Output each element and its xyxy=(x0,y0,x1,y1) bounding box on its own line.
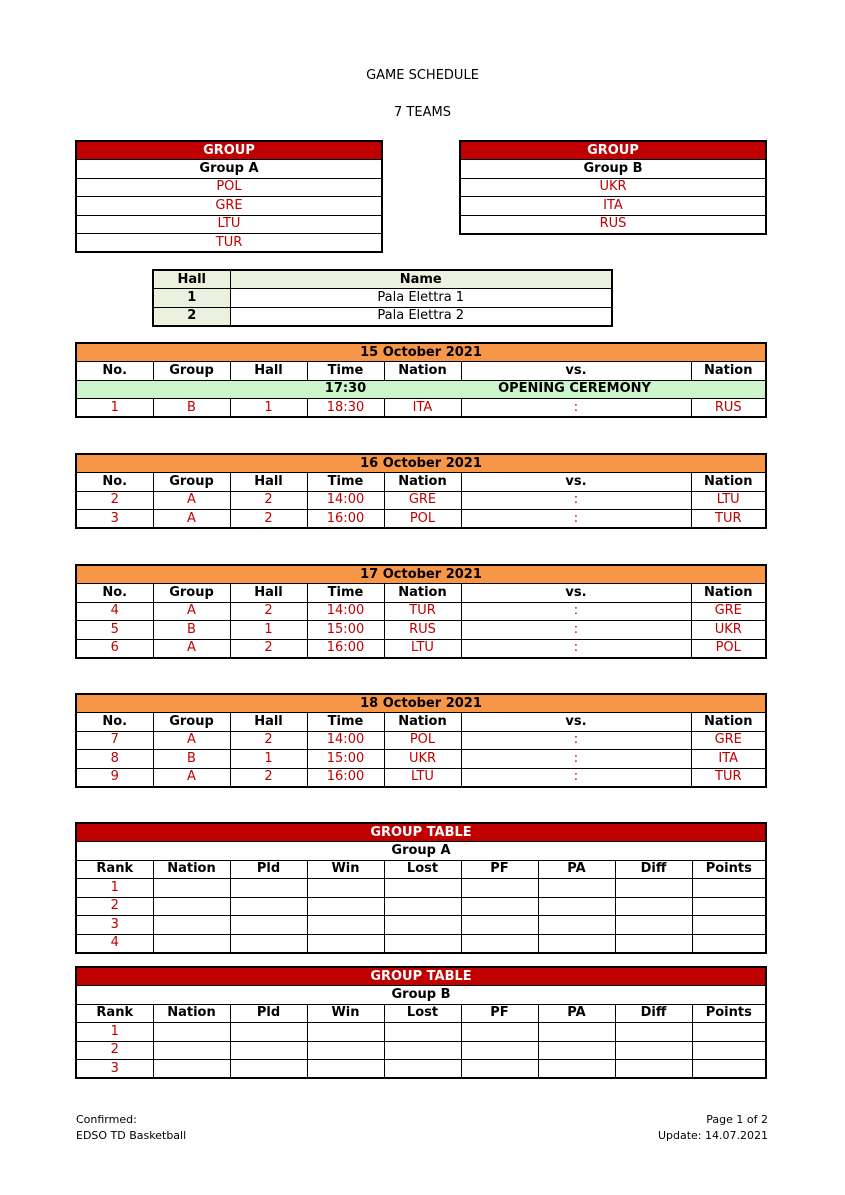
game-away: LTU xyxy=(691,491,766,510)
standings-group: Group A xyxy=(76,842,766,861)
game-hall: 2 xyxy=(230,639,307,658)
game-time: 16:00 xyxy=(307,768,384,787)
schedule-date: 18 October 2021 xyxy=(76,694,766,713)
hall-name: Pala Elettra 2 xyxy=(230,307,612,326)
schedule-date: 15 October 2021 xyxy=(76,343,766,362)
game-no: 3 xyxy=(76,510,153,529)
game-no: 2 xyxy=(76,491,153,510)
col-header: PF xyxy=(461,860,538,879)
game-score: : xyxy=(461,731,691,750)
footer-left xyxy=(76,1112,186,1144)
standings-group: Group B xyxy=(76,986,766,1005)
col-header: Nation xyxy=(384,362,461,381)
game-away: RUS xyxy=(691,399,766,418)
col-header: Group xyxy=(153,362,230,381)
game-away: POL xyxy=(691,639,766,658)
col-header: Pld xyxy=(230,1004,307,1023)
game-group: A xyxy=(153,602,230,621)
game-time: 16:00 xyxy=(307,639,384,658)
ceremony-blank xyxy=(76,380,307,399)
group-name: Group B xyxy=(460,160,766,179)
group-team: LTU xyxy=(76,215,382,234)
col-header: No. xyxy=(76,362,153,381)
col-header: Win xyxy=(307,860,384,879)
game-no: 1 xyxy=(76,399,153,418)
game-hall: 2 xyxy=(230,602,307,621)
game-score: : xyxy=(461,602,691,621)
schedule-date: 17 October 2021 xyxy=(76,565,766,584)
ceremony-time: 17:30 xyxy=(307,380,384,399)
game-hall: 2 xyxy=(230,491,307,510)
standings-rank: 2 xyxy=(76,897,153,916)
game-away: ITA xyxy=(691,750,766,769)
game-time: 18:30 xyxy=(307,399,384,418)
game-group: A xyxy=(153,768,230,787)
standings-rank: 3 xyxy=(76,916,153,935)
hall-number: 2 xyxy=(153,307,230,326)
game-time: 16:00 xyxy=(307,510,384,529)
game-score: : xyxy=(461,768,691,787)
col-header: No. xyxy=(76,713,153,732)
col-header: Lost xyxy=(384,860,461,879)
standings-title: GROUP TABLE xyxy=(76,823,766,842)
col-header: Nation xyxy=(384,584,461,603)
col-header: Nation xyxy=(691,713,766,732)
col-header: Rank xyxy=(76,860,153,879)
game-no: 4 xyxy=(76,602,153,621)
col-header: Nation xyxy=(153,1004,230,1023)
game-group: A xyxy=(153,731,230,750)
group-team: RUS xyxy=(460,215,766,234)
game-home: POL xyxy=(384,731,461,750)
game-home: ITA xyxy=(384,399,461,418)
footer-org: EDSO TD Basketball xyxy=(76,1129,187,1142)
standings-rank: 2 xyxy=(76,1041,153,1060)
game-score: : xyxy=(461,510,691,529)
game-time: 14:00 xyxy=(307,731,384,750)
col-header: Nation xyxy=(691,362,766,381)
game-group: B xyxy=(153,750,230,769)
game-time: 14:00 xyxy=(307,491,384,510)
game-no: 8 xyxy=(76,750,153,769)
standings-rank: 3 xyxy=(76,1060,153,1079)
game-no: 5 xyxy=(76,621,153,640)
col-header: Diff xyxy=(615,860,692,879)
game-score: : xyxy=(461,639,691,658)
group-a-table xyxy=(75,140,383,253)
game-group: B xyxy=(153,621,230,640)
col-header: vs. xyxy=(461,584,691,603)
col-header: Points xyxy=(692,1004,766,1023)
footer-update: Update: 14.07.2021 xyxy=(657,1129,768,1142)
standings-table-b xyxy=(75,966,767,1079)
hall-header: Hall xyxy=(153,270,230,289)
game-home: LTU xyxy=(384,639,461,658)
group-header: GROUP xyxy=(460,141,766,160)
game-group: A xyxy=(153,639,230,658)
col-header: Pld xyxy=(230,860,307,879)
game-hall: 1 xyxy=(230,399,307,418)
col-header: Points xyxy=(692,860,766,879)
game-home: TUR xyxy=(384,602,461,621)
hall-name-header: Name xyxy=(230,270,612,289)
col-header: No. xyxy=(76,473,153,492)
col-header: vs. xyxy=(461,473,691,492)
game-time: 15:00 xyxy=(307,621,384,640)
col-header: Nation xyxy=(384,473,461,492)
hall-number: 1 xyxy=(153,289,230,308)
game-group: B xyxy=(153,399,230,418)
hall-name: Pala Elettra 1 xyxy=(230,289,612,308)
game-score: : xyxy=(461,621,691,640)
group-name: Group A xyxy=(76,160,382,179)
game-away: GRE xyxy=(691,602,766,621)
col-header: Nation xyxy=(153,860,230,879)
day-schedule-table xyxy=(75,453,767,529)
col-header: Time xyxy=(307,362,384,381)
col-header: PA xyxy=(538,860,615,879)
col-header: Lost xyxy=(384,1004,461,1023)
group-b-table xyxy=(459,140,767,235)
game-no: 9 xyxy=(76,768,153,787)
col-header: Hall xyxy=(230,473,307,492)
group-team: ITA xyxy=(460,197,766,216)
group-team: POL xyxy=(76,178,382,197)
group-team: TUR xyxy=(76,234,382,253)
game-away: TUR xyxy=(691,510,766,529)
schedule-date: 16 October 2021 xyxy=(76,454,766,473)
halls-table xyxy=(152,269,613,327)
col-header: Diff xyxy=(615,1004,692,1023)
game-no: 7 xyxy=(76,731,153,750)
col-header: vs. xyxy=(461,362,691,381)
standings-table-a xyxy=(75,822,767,954)
col-header: PA xyxy=(538,1004,615,1023)
group-team: GRE xyxy=(76,197,382,216)
col-header: Hall xyxy=(230,584,307,603)
game-time: 15:00 xyxy=(307,750,384,769)
col-header: Nation xyxy=(691,584,766,603)
standings-rank: 1 xyxy=(76,1023,153,1042)
group-header: GROUP xyxy=(76,141,382,160)
col-header: Win xyxy=(307,1004,384,1023)
col-header: Rank xyxy=(76,1004,153,1023)
game-home: GRE xyxy=(384,491,461,510)
col-header: Nation xyxy=(384,713,461,732)
footer-right xyxy=(658,1112,768,1144)
standings-rank: 4 xyxy=(76,934,153,953)
group-team: UKR xyxy=(460,178,766,197)
game-home: LTU xyxy=(384,768,461,787)
game-away: TUR xyxy=(691,768,766,787)
standings-rank: 1 xyxy=(76,879,153,898)
col-header: Group xyxy=(153,713,230,732)
footer-confirmed: Confirmed: xyxy=(76,1113,137,1126)
game-group: A xyxy=(153,510,230,529)
game-hall: 1 xyxy=(230,621,307,640)
col-header: Hall xyxy=(230,362,307,381)
col-header: Group xyxy=(153,473,230,492)
col-header: Time xyxy=(307,584,384,603)
game-hall: 2 xyxy=(230,731,307,750)
col-header: Time xyxy=(307,713,384,732)
col-header: No. xyxy=(76,584,153,603)
page-title: GAME SCHEDULE xyxy=(366,68,479,83)
ceremony-label: OPENING CEREMONY xyxy=(384,380,766,399)
day-schedule-table xyxy=(75,342,767,418)
day-schedule-table xyxy=(75,693,767,788)
day-schedule-table xyxy=(75,564,767,659)
game-away: GRE xyxy=(691,731,766,750)
game-hall: 2 xyxy=(230,768,307,787)
col-header: Group xyxy=(153,584,230,603)
game-score: : xyxy=(461,399,691,418)
game-score: : xyxy=(461,491,691,510)
game-home: RUS xyxy=(384,621,461,640)
game-time: 14:00 xyxy=(307,602,384,621)
game-away: UKR xyxy=(691,621,766,640)
col-header: Hall xyxy=(230,713,307,732)
game-group: A xyxy=(153,491,230,510)
page-subtitle: 7 TEAMS xyxy=(394,105,451,120)
standings-title: GROUP TABLE xyxy=(76,967,766,986)
game-no: 6 xyxy=(76,639,153,658)
game-home: UKR xyxy=(384,750,461,769)
game-hall: 2 xyxy=(230,510,307,529)
col-header: PF xyxy=(461,1004,538,1023)
col-header: Time xyxy=(307,473,384,492)
col-header: Nation xyxy=(691,473,766,492)
game-home: POL xyxy=(384,510,461,529)
game-score: : xyxy=(461,750,691,769)
col-header: vs. xyxy=(461,713,691,732)
game-hall: 1 xyxy=(230,750,307,769)
footer-page: Page 1 of 2 xyxy=(706,1113,768,1126)
